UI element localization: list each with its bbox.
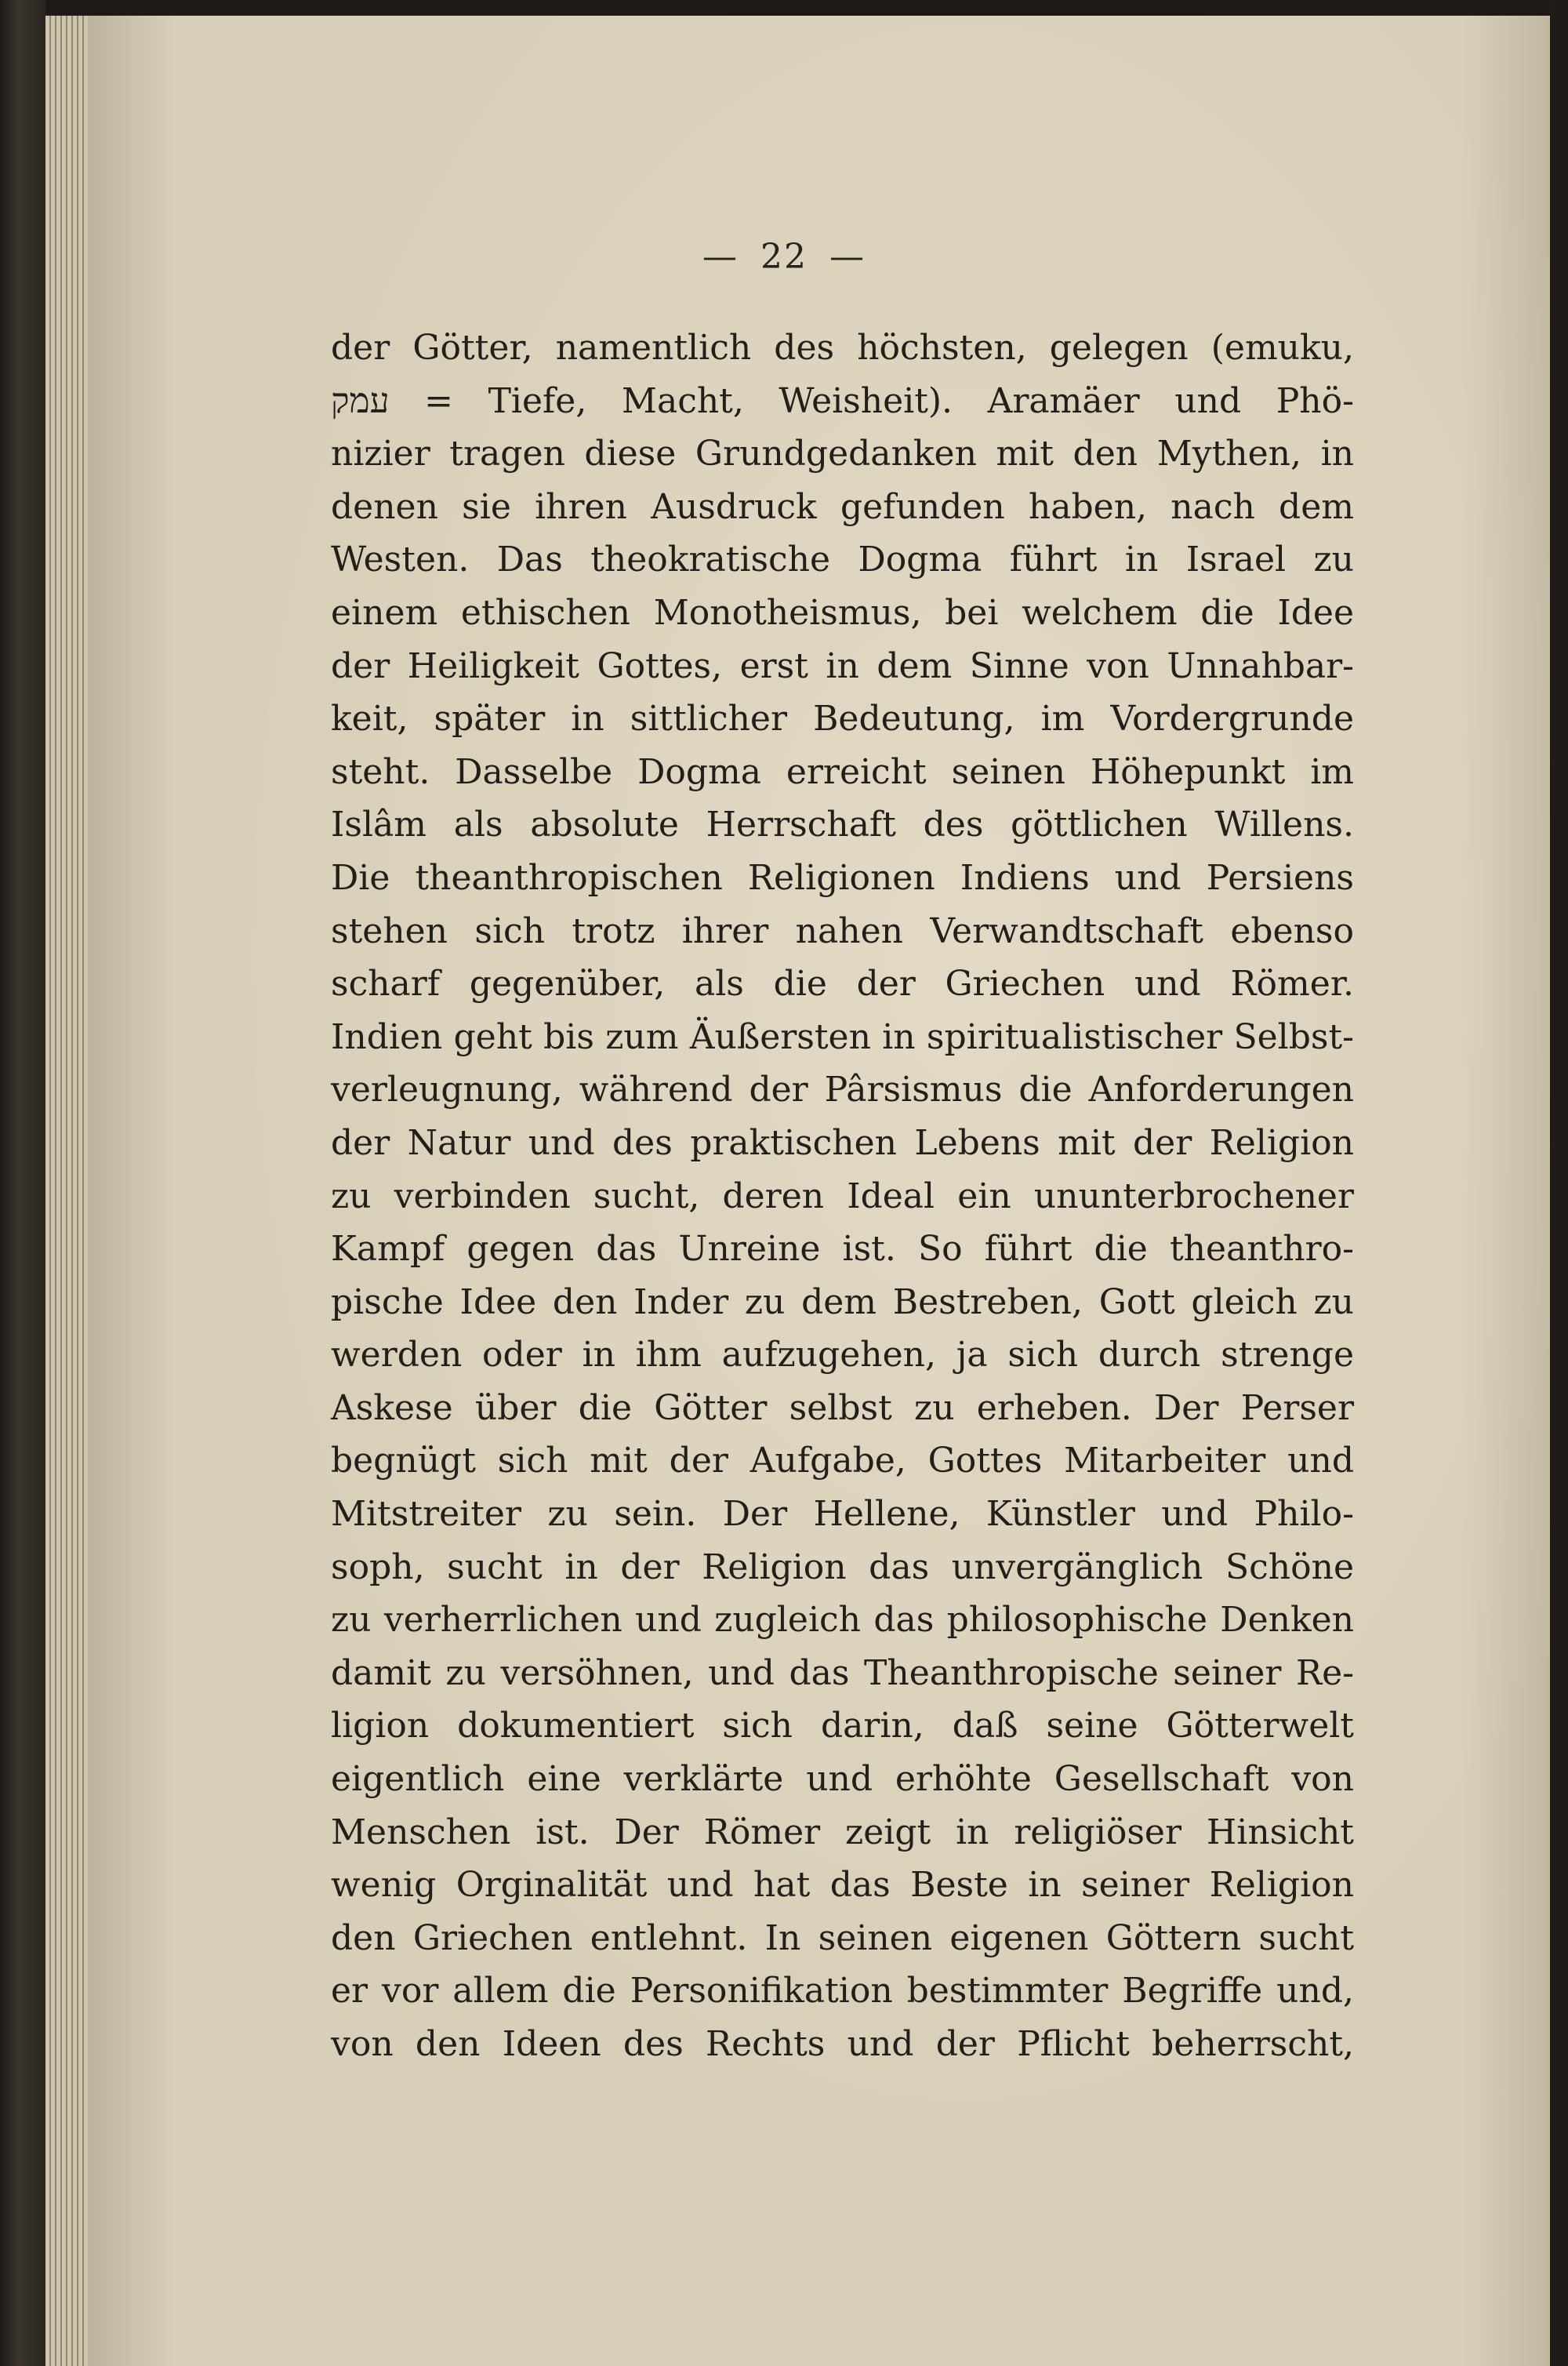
text-line: verleugnung, während der Pârsismus die Anforderungen xyxy=(331,1070,1354,1110)
text-line: pische Idee den Inder zu dem Bestreben, Gott gleich zu xyxy=(331,1281,1354,1322)
text-line: der Götter, namentlich des höchsten, gelegen (emuku, xyxy=(331,328,1354,368)
text-line: soph, sucht in der Religion das unvergänglich Schöne xyxy=(331,1546,1354,1587)
page-number: 22 xyxy=(760,237,808,277)
text-line: der Natur und des praktischen Lebens mit der Religion xyxy=(331,1122,1354,1163)
scan-top-border xyxy=(0,0,1568,16)
text-line: Mitstreiter zu sein. Der Hellene, Künstler und Philo- xyxy=(331,1494,1354,1535)
text-line: Die theanthropischen Religionen Indiens und Persiens xyxy=(331,857,1354,898)
text-line: keit, später in sittlicher Bedeutung, im Vordergrunde xyxy=(331,699,1354,740)
text-line: עמק = Tiefe, Macht, Weisheit). Aramäer und Phö- xyxy=(331,380,1354,421)
text-line: er vor allem die Personifikation bestimmter Begriffe und, xyxy=(331,1971,1354,2012)
text-line: Askese über die Götter selbst zu erheben. Der Perser xyxy=(331,1387,1354,1428)
text-line: eigentlich eine verklärte und erhöhte Gesellschaft von xyxy=(331,1759,1354,1800)
text-line: nizier tragen diese Grundgedanken mit den Mythen, in xyxy=(331,434,1354,474)
book-cover-edge xyxy=(0,0,45,2366)
page-number-dash-left: — xyxy=(702,237,739,277)
page-stack-edges xyxy=(45,16,93,2366)
text-line: Menschen ist. Der Römer zeigt in religiöser Hinsicht xyxy=(331,1812,1354,1852)
text-line: denen sie ihren Ausdruck gefunden haben, nach dem xyxy=(331,486,1354,527)
text-line: stehen sich trotz ihrer nahen Verwandtschaft ebenso xyxy=(331,910,1354,951)
page-number-header xyxy=(0,237,1568,277)
text-line: von den Ideen des Rechts und der Pflicht beherrscht, xyxy=(331,2024,1354,2064)
text-line: den Griechen entlehnt. In seinen eigenen Göttern sucht xyxy=(331,1917,1354,1958)
text-line: der Heiligkeit Gottes, erst in dem Sinne von Unnahbar- xyxy=(331,645,1354,686)
text-line: Kampf gegen das Unreine ist. So führt die theanthro- xyxy=(331,1229,1354,1270)
text-line: begnügt sich mit der Aufgabe, Gottes Mitarbeiter und xyxy=(331,1441,1354,1481)
page-number-dash-right: — xyxy=(829,237,866,277)
scan-right-border xyxy=(1550,0,1568,2366)
text-line: scharf gegenüber, als die der Griechen und Römer. xyxy=(331,964,1354,1005)
text-line: damit zu versöhnen, und das Theanthropische seiner Re- xyxy=(331,1652,1354,1693)
body-text xyxy=(331,322,1354,2071)
text-line: ligion dokumentiert sich darin, daß seine Götterwelt xyxy=(331,1706,1354,1746)
text-line: Indien geht bis zum Äußersten in spiritualistischer Selbst- xyxy=(331,1016,1354,1057)
text-line: Westen. Das theokratische Dogma führt in Israel zu xyxy=(331,540,1354,580)
text-line: Islâm als absolute Herrschaft des göttlichen Willens. xyxy=(331,805,1354,845)
text-line: einem ethischen Monotheismus, bei welchem die Idee xyxy=(331,592,1354,633)
text-line: steht. Dasselbe Dogma erreicht seinen Höhepunkt im xyxy=(331,751,1354,792)
text-line: zu verbinden sucht, deren Ideal ein ununterbrochener xyxy=(331,1176,1354,1216)
text-line: wenig Orginalität und hat das Beste in seiner Religion xyxy=(331,1865,1354,1906)
text-line: zu verherrlichen und zugleich das philosophische Denken xyxy=(331,1600,1354,1641)
text-line: werden oder in ihm aufzugehen, ja sich durch strenge xyxy=(331,1335,1354,1376)
